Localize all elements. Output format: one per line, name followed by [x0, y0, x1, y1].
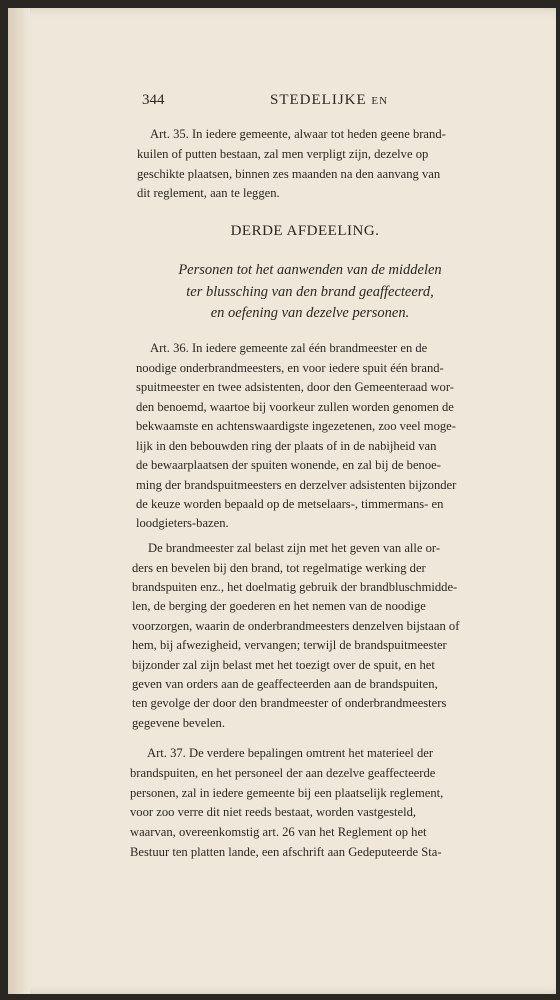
art35-line: Art. 35. In iedere gemeente, alwaar tot heden geene brand-: [150, 127, 446, 141]
art35-line: geschikte plaatsen, binnen zes maanden na den aanvang van: [137, 167, 441, 181]
art36-line: de keuze worden bepaald op de metselaars-, timmermans- en: [136, 497, 444, 511]
art36-line: bekwaamste en achtenswaardigste ingezetenen, zoo veel moge-: [136, 419, 456, 433]
art35-line: kuilen of putten bestaan, zal men verpligt zijn, dezelve op: [137, 147, 429, 161]
para2-line: ten gevolge der door den brandmeester of onderbrandmeesters: [132, 696, 447, 710]
page-gutter: [8, 8, 30, 994]
running-title-small: EN: [371, 95, 389, 107]
section-subtitle-line: en oefening van dezelve personen.: [210, 305, 410, 321]
para2-line: bijzonder zal zijn belast met het toezigt over de spuit, en het: [132, 658, 435, 672]
art37-line: brandspuiten, en het personeel der aan dezelve geaffecteerde: [130, 766, 436, 780]
art36-line: ming der brandspuitmeesters en derzelver adsistenten bijzonder: [136, 478, 457, 492]
section-heading: DERDE AFDEELING.: [230, 223, 380, 239]
art37-line: waarvan, overeenkomstig art. 26 van het Reglement op het: [130, 825, 427, 839]
art36-line: spuitmeester en twee adsistenten, door den Gemeenteraad wor-: [136, 380, 454, 394]
art37-line: Bestuur ten platten lande, een afschrift aan Gedeputeerde Sta-: [130, 845, 442, 859]
art36-line: loodgieters-bazen.: [136, 516, 229, 530]
para2-line: hem, bij afwezigheid, vervangen; terwijl de brandspuitmeester: [132, 638, 447, 652]
para2-line: ders en bevelen bij den brand, tot regelmatige werking der: [132, 561, 426, 575]
art36-line: lijk in den bebouwden ring der plaats of in de nabijheid van: [136, 439, 437, 453]
section-subtitle-line: Personen tot het aanwenden van de middelen: [178, 262, 442, 278]
art36-line: Art. 36. In iedere gemeente zal één brandmeester en de: [150, 341, 428, 355]
art36-line: noodige onderbrandmeesters, en voor iedere spuit één brand-: [136, 361, 444, 375]
para2-line: len, de berging der goederen en het nemen van de noodige: [132, 599, 426, 613]
para2-line: brandspuiten enz., het doelmatig gebruik der brandbluschmidde-: [132, 580, 458, 594]
art36-line: de bewaarplaatsen der spuiten wonende, en zal bij de benoe-: [136, 458, 441, 472]
art36-line: den benoemd, waartoe bij voorkeur zullen worden genomen de: [136, 400, 454, 414]
page-number: 344: [142, 92, 165, 108]
para2-line: De brandmeester zal belast zijn met het geven van alle or-: [148, 541, 441, 555]
art37-line: Art. 37. De verdere bepalingen omtrent het materieel der: [147, 746, 434, 760]
section-subtitle-line: ter blussching van den brand geaffecteerd,: [186, 284, 434, 300]
page-header: [142, 92, 532, 112]
para2-line: voorzorgen, waarin de onderbrandmeesters denzelven bijstaan of: [132, 619, 460, 633]
running-title: [270, 92, 388, 109]
running-title-main: STEDELIJKE: [270, 92, 367, 108]
para2-line: gegevene bevelen.: [132, 716, 226, 730]
para2-line: geven van orders aan de geaffecteerden aan de brandspuiten,: [132, 677, 438, 691]
art37-line: voor zoo verre dit niet reeds bestaat, worden vastgesteld,: [130, 805, 417, 819]
art35-line: dit reglement, aan te leggen.: [137, 186, 280, 200]
art37-line: personen, zal in iedere gemeente bij een plaatselijk reglement,: [130, 786, 444, 800]
